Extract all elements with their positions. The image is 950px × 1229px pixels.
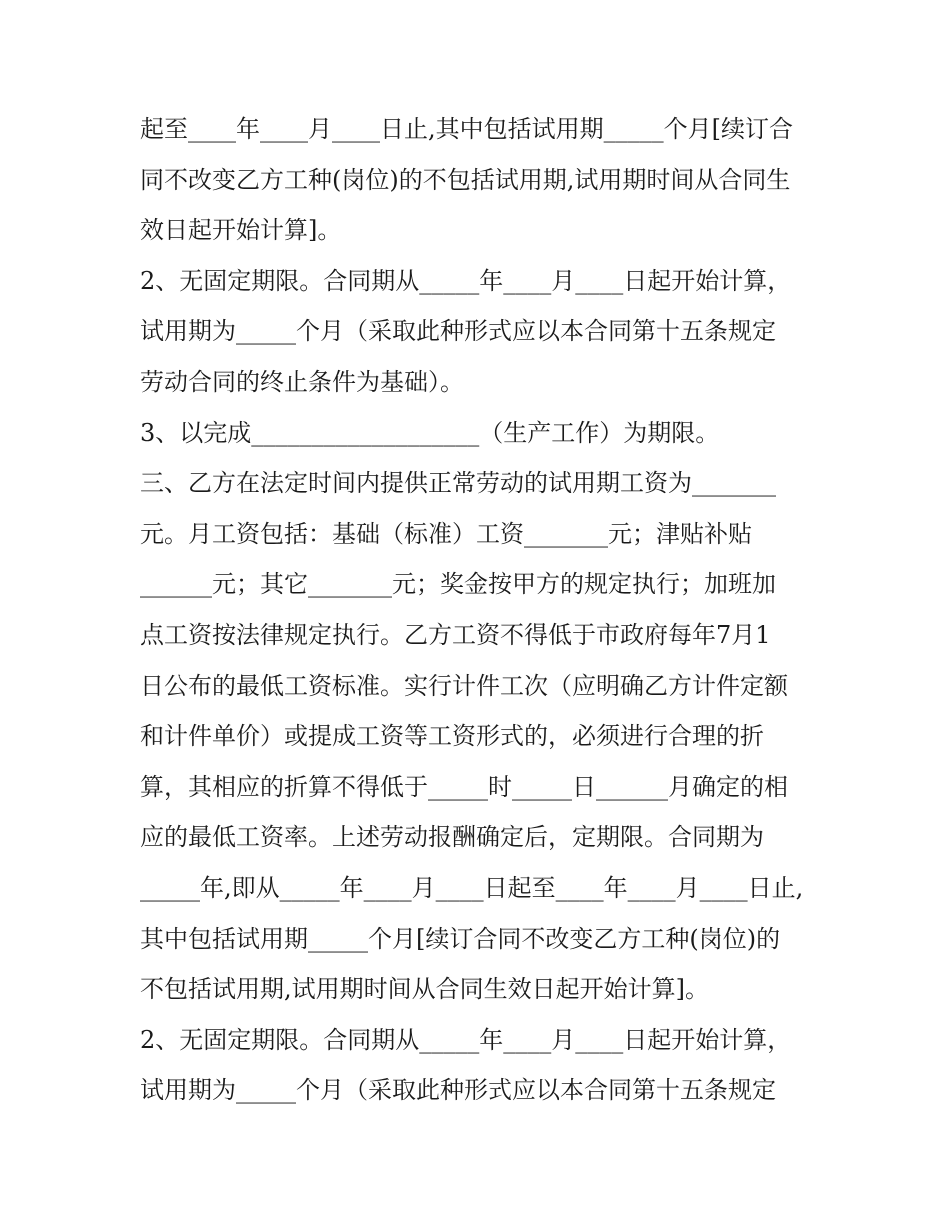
text-line: 效日起开始计算]。: [140, 216, 342, 245]
text-line: 和计件单价）或提成工资等工资形式的，必须进行合理的折: [140, 722, 764, 751]
text-line: 三、乙方在法定时间内提供正常劳动的试用期工资为_______: [140, 469, 776, 498]
text-line: 2、无固定期限。合同期从_____年____月____日起开始计算，: [140, 1025, 792, 1054]
text-line: 点工资按法律规定执行。乙方工资不得低于市政府每年7月1: [140, 620, 771, 649]
text-line: 应的最低工资率。上述劳动报酬确定后，定期限。合同期为: [140, 823, 764, 852]
text-line: 3、以完成___________________（生产工作）为期限。: [140, 418, 720, 447]
text-line: ______元；其它_______元；奖金按甲方的规定执行；加班加: [140, 570, 776, 599]
text-line: 起至____年____月____日止,其中包括试用期_____个月[续订合: [140, 115, 793, 143]
text-line: _____年,即从_____年____月____日起至____年____月____日止,: [140, 873, 804, 902]
text-line: 算，其相应的折算不得低于_____时_____日______月确定的相: [140, 772, 788, 801]
text-line: 不包括试用期,试用期时间从合同生效日起开始计算]。: [140, 975, 709, 1004]
text-line: 日公布的最低工资标准。实行计件工次（应明确乙方计件定额: [140, 671, 788, 700]
text-line: 2、无固定期限。合同期从_____年____月____日起开始计算，: [140, 266, 792, 295]
document-body: [140, 104, 820, 1116]
text-line: 其中包括试用期_____个月[续订合同不改变乙方工种(岗位)的: [140, 924, 781, 953]
text-line: 试用期为_____个月（采取此种形式应以本合同第十五条规定: [140, 1076, 776, 1105]
text-line: 元。月工资包括：基础（标准）工资_______元；津贴补贴: [140, 519, 752, 548]
text-line: 试用期为_____个月（采取此种形式应以本合同第十五条规定: [140, 317, 776, 346]
text-line: 同不改变乙方工种(岗位)的不包括试用期,试用期时间从合同生: [140, 165, 791, 194]
text-line: 劳动合同的终止条件为基础）。: [140, 367, 464, 396]
